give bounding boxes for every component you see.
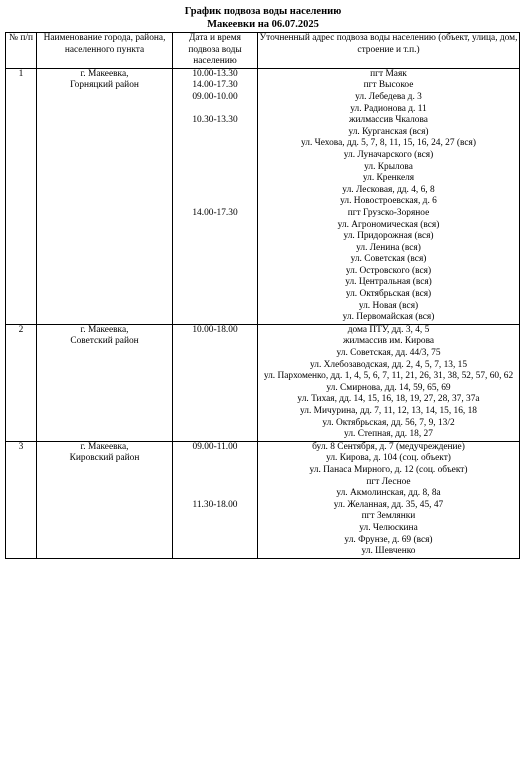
address-item: ул. Советская, дд. 44/3, 75	[336, 348, 441, 359]
table-row	[6, 68, 520, 324]
row-addresses	[258, 324, 520, 441]
time-gap	[174, 150, 256, 162]
page-title	[0, 5, 526, 31]
address-item: ул. Мичурина, дд. 7, 11, 12, 13, 14, 15, 16, 18	[300, 406, 477, 416]
time-gap	[174, 104, 256, 116]
row-place	[37, 324, 173, 441]
address-item: пгт Землянки	[361, 511, 416, 522]
address-item: ул. Новостроевская, д. 6	[340, 196, 437, 207]
row-place	[37, 68, 173, 324]
address-item: ул. Центральная (вся)	[345, 277, 432, 288]
address-item: ул. Октябрьская (вся)	[345, 289, 432, 300]
row-district: Горняцкий район	[70, 80, 139, 91]
time-slot: 11.30-18.00	[192, 499, 238, 510]
address-item: ул. Островского (вся)	[345, 265, 432, 276]
row-times	[173, 68, 258, 324]
address-item: ул. Крылова	[364, 161, 413, 172]
address-item: ул. Кирова, д. 104 (соц. объект)	[326, 453, 451, 464]
row-number: 1	[6, 68, 37, 324]
address-item: ул. Смирнова, дд. 14, 59, 65, 69	[326, 382, 451, 393]
time-slot: 10.30-13.30	[192, 115, 238, 126]
row-city: г. Макеевка,	[80, 441, 129, 452]
time-gap	[174, 196, 256, 208]
time-slot: 09.00-10.00	[192, 91, 238, 102]
header-place: Наименование города, района, населенного пункта	[37, 33, 173, 69]
address-item: ул. Тихая, дд. 14, 15, 16, 18, 19, 27, 28, 37, 37а	[297, 394, 480, 405]
row-district: Советский район	[70, 336, 139, 347]
address-item: ул. Пархоменко, дд. 1, 4, 5, 6, 7, 11, 21, 26, 31, 38, 52, 57, 60, 62	[263, 371, 514, 382]
address-item: пгт Лесное	[366, 476, 411, 487]
address-item: пгт Грузско-Зоряное	[347, 207, 430, 218]
address-item: ул. Новая (вся)	[358, 300, 419, 311]
address-item: ул. Челюскина	[359, 522, 418, 533]
time-gap	[174, 173, 256, 185]
time-gap	[174, 127, 256, 139]
address-item: ул. Чехова, дд. 5, 7, 8, 11, 15, 16, 24, 27 (вся)	[300, 138, 476, 149]
water-schedule-table	[5, 32, 520, 559]
row-addresses	[258, 68, 520, 324]
time-gap	[174, 465, 256, 477]
address-item: ул. Ленина (вся)	[356, 242, 421, 253]
address-item: ул. Советская (вся)	[350, 254, 427, 265]
time-gap	[174, 138, 256, 150]
time-gap	[174, 453, 256, 465]
address-item: ул. Панаса Мирного, д. 12 (соц. объект)	[309, 464, 468, 475]
address-item: ул. Шевченко	[361, 546, 416, 557]
row-place	[37, 441, 173, 558]
address-item: ул. Придорожная (вся)	[343, 231, 434, 242]
header-address: Уточненный адрес подвоза воды населению (объект, улица, дом, строение и т.п.)	[258, 33, 520, 69]
time-slot: 10.00-13.30	[192, 68, 238, 79]
time-slot: 14.00-17.30	[192, 207, 238, 218]
row-city: г. Макеевка,	[80, 68, 129, 79]
header-time: Дата и время подвоза воды населению	[173, 33, 258, 69]
time-slot: 09.00-11.00	[192, 441, 238, 452]
address-item: ул. Лебедева д. 3	[355, 91, 422, 102]
time-gap	[174, 488, 256, 500]
row-times	[173, 324, 258, 441]
row-number: 2	[6, 324, 37, 441]
time-slot: 10.00-18.00	[192, 324, 238, 335]
address-item: пгт Высокое	[363, 80, 414, 91]
title-line-2: Макеевки на 06.07.2025	[207, 19, 319, 30]
address-item: жилмассив Чкалова	[349, 115, 428, 126]
table-row	[6, 441, 520, 558]
address-item: ул. Кренкеля	[362, 173, 415, 184]
address-item: ул. Степная, дд. 18, 27	[344, 429, 433, 440]
address-item: дома ПТУ, дд. 3, 4, 5	[347, 324, 430, 335]
address-item: жилмассив им. Кирова	[342, 336, 435, 347]
table-header-row	[6, 33, 520, 69]
row-city: г. Макеевка,	[80, 324, 129, 335]
address-item: бул. 8 Сентября, д. 7 (медучреждение)	[312, 441, 465, 452]
address-item: пгт Маяк	[370, 68, 407, 79]
address-item: ул. Курганская (вся)	[348, 126, 429, 137]
address-item: ул. Фрунзе, д. 69 (вся)	[344, 534, 433, 545]
row-district: Кировский район	[69, 453, 140, 464]
time-gap	[174, 162, 256, 174]
time-gap	[174, 185, 256, 197]
address-item: ул. Лесковая, дд. 4, 6, 8	[342, 184, 435, 195]
table-row	[6, 324, 520, 441]
address-item: ул. Акмолинская, дд. 8, 8а	[336, 488, 441, 499]
header-num: № п/п	[6, 33, 37, 69]
time-slot: 14.00-17.30	[192, 80, 238, 91]
time-gap	[174, 477, 256, 489]
table-body	[6, 68, 520, 558]
row-times	[173, 441, 258, 558]
address-item: ул. Луначарского (вся)	[343, 149, 434, 160]
row-number: 3	[6, 441, 37, 558]
address-item: ул. Желанная, дд. 35, 45, 47	[333, 499, 444, 510]
address-item: ул. Октябрьская, дд. 56, 7, 9, 13/2	[322, 417, 455, 428]
address-item: ул. Хлебозаводская, дд. 2, 4, 5, 7, 13, 15	[309, 359, 468, 370]
address-item: ул. Первомайская (вся)	[342, 312, 435, 323]
title-line-1: График подвоза воды населению	[184, 6, 342, 17]
address-item: ул. Радионова д. 11	[350, 103, 427, 114]
address-item: ул. Агрономическая (вся)	[337, 219, 440, 230]
row-addresses	[258, 441, 520, 558]
